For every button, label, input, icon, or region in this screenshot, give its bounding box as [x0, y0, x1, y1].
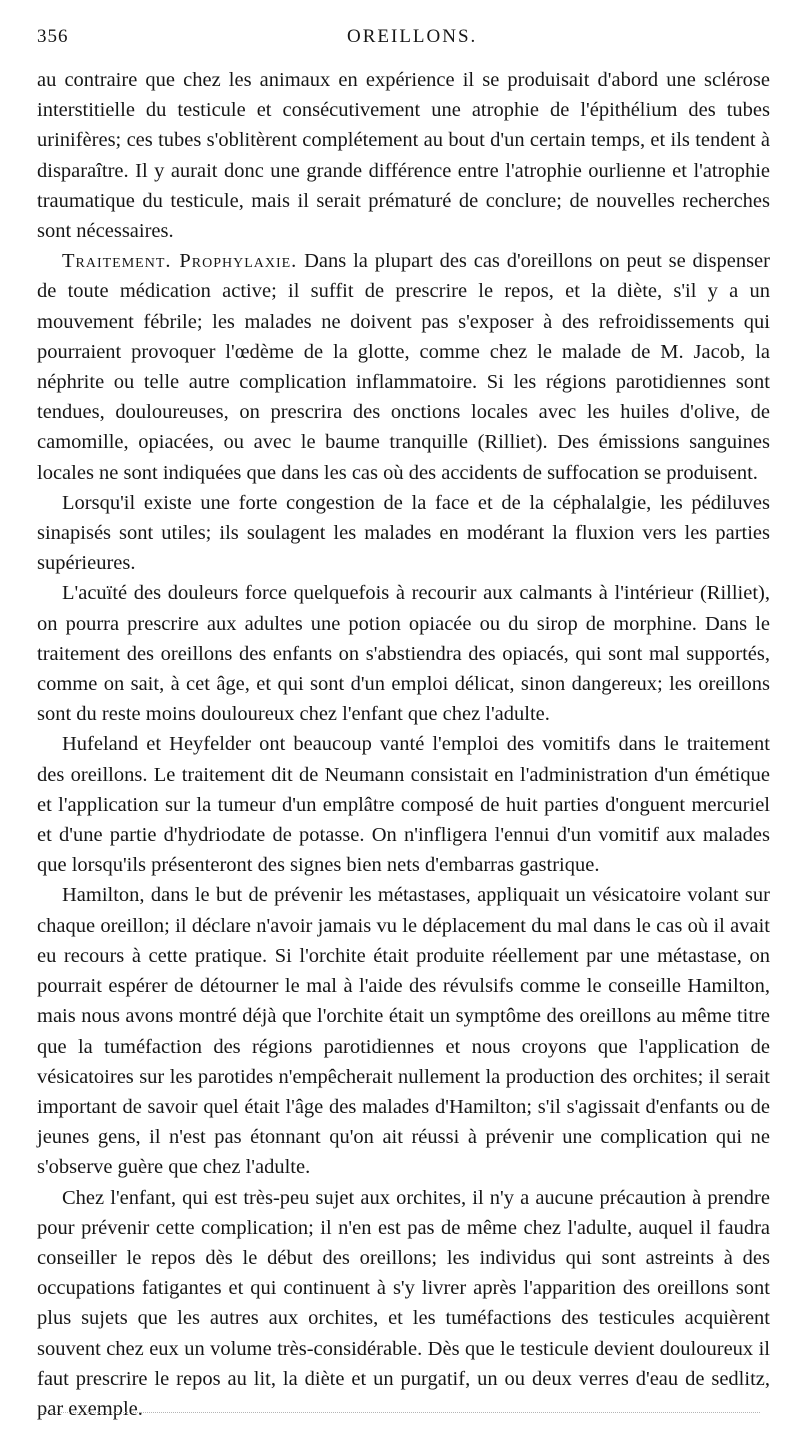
paragraph-pediluves: [37, 488, 770, 579]
paragraph-text: au contraire que chez les animaux en expérience il se produisait d'abord une sclérose interstitielle du testicule et consécutivement une atrophie de l'épithélium des tubes urinifères; ces tubes s'oblitèrent complétement au bout d'un certain temps, et ils tendent à disparaître. Il y aurait donc une grande différence entre l'atrophie ourlienne et l'atrophie traumatique du testicule, mais il serait prématuré de conclure; de nouvelles recherches sont nécessaires.: [37, 69, 770, 243]
page-header: [37, 26, 770, 56]
scan-noise-line: [40, 1412, 760, 1415]
paragraph-text: Dans la plupart des cas d'oreillons on peut se dispenser de toute médication active; il suffit de prescrire le repos, et la diète, s'il y a un mouvement fébrile; les malades ne doivent pas s'exposer à des refroidissements qui pourraient provoquer l'œdème de la glotte, comme chez le malade de M. Jacob, la néphrite ou telle autre complication inflammatoire. Si les régions parotidiennes sont tendues, douloureuses, on prescrira des onctions locales avec les huiles d'olive, de camomille, opiacées, ou avec le baume tranquille (Rilliet). Des émissions sanguines locales ne sont indiquées que dans les cas où des accidents de suffocation se produisent.: [37, 250, 770, 484]
paragraph-text: Hufeland et Heyfelder ont beaucoup vanté l'emploi des vomitifs dans le traitement des oreillons. Le traitement dit de Neumann consistait en l'administration d'un émétique et l'application sur la tumeur d'un emplâtre composé de huit parties d'onguent mercuriel et d'une partie d'hydriodate de potasse. On n'infligera l'ennui d'un vomitif aux malades que lorsqu'ils présenteront des signes bien nets d'embarras gastrique.: [37, 733, 770, 877]
paragraph-continuation: [37, 65, 770, 246]
paragraph-vomitifs: [37, 729, 770, 880]
page-number: 356: [37, 26, 69, 47]
paragraph-traitement: [37, 246, 770, 488]
running-title: OREILLONS.: [347, 26, 478, 47]
paragraph-text: L'acuïté des douleurs force quelquefois à recourir aux calmants à l'intérieur (Rilliet), on pourra prescrire aux adultes une potion opiacée ou du sirop de morphine. Dans le traitement des oreillons des enfants on s'abstiendra des opiacés, qui sont mal supportés, comme on sait, à cet âge, et qui sont d'un emploi délicat, sinon dangereux; les oreillons sont du reste moins douloureux chez l'enfant que chez l'adulte.: [37, 582, 770, 726]
paragraph-adulte: [37, 1183, 770, 1425]
paragraph-calmants: [37, 578, 770, 729]
paragraph-text: Lorsqu'il existe une forte congestion de la face et de la céphalalgie, les pédiluves sinapisés sont utiles; ils soulagent les malades en modérant la fluxion vers les parties supérieures.: [37, 491, 770, 575]
paragraph-hamilton: [37, 880, 770, 1182]
paragraph-text: Hamilton, dans le but de prévenir les métastases, appliquait un vésicatoire volant sur chaque oreillon; il déclare n'avoir jamais vu le déplacement du mal dans le cas où il avait eu recours à cette pratique. Si l'orchite était produite réellement par une métastase, on pourrait espérer de détourner le mal à l'aide des révulsifs comme le conseille Hamilton, mais nous avons montré déjà que l'orchite était un symptôme des oreillons au même titre que la tuméfaction des régions parotidiennes et nous croyons que l'application de vésicatoires sur les parotides n'empêcherait nullement la production des orchites; il serait important de savoir quel était l'âge des malades d'Hamilton; s'il s'agissait d'enfants ou de jeunes gens, il n'est pas étonnant qu'on ait réussi à prévenir une complication qui ne s'observe guère que chez l'adulte.: [37, 884, 770, 1179]
section-heading: Traitement. Prophylaxie.: [62, 250, 298, 273]
text-body: [37, 65, 770, 1424]
paragraph-text: Chez l'enfant, qui est très-peu sujet aux orchites, il n'y a aucune précaution à prendre pour prévenir cette complication; il n'en est pas de même chez l'adulte, auquel il faudra conseiller le repos dès le début des oreillons; les individus qui sont astreints à des occupations fatigantes et qui continuent à s'y livrer après l'apparition des oreillons sont plus sujets que les autres aux orchites, et les tuméfactions des testicules acquièrent souvent chez eux un volume très-considérable. Dès que le testicule devient douloureux il faut prescrire le repos au lit, la diète et un purgatif, un ou deux verres d'eau de sedlitz, par exemple.: [37, 1186, 770, 1420]
